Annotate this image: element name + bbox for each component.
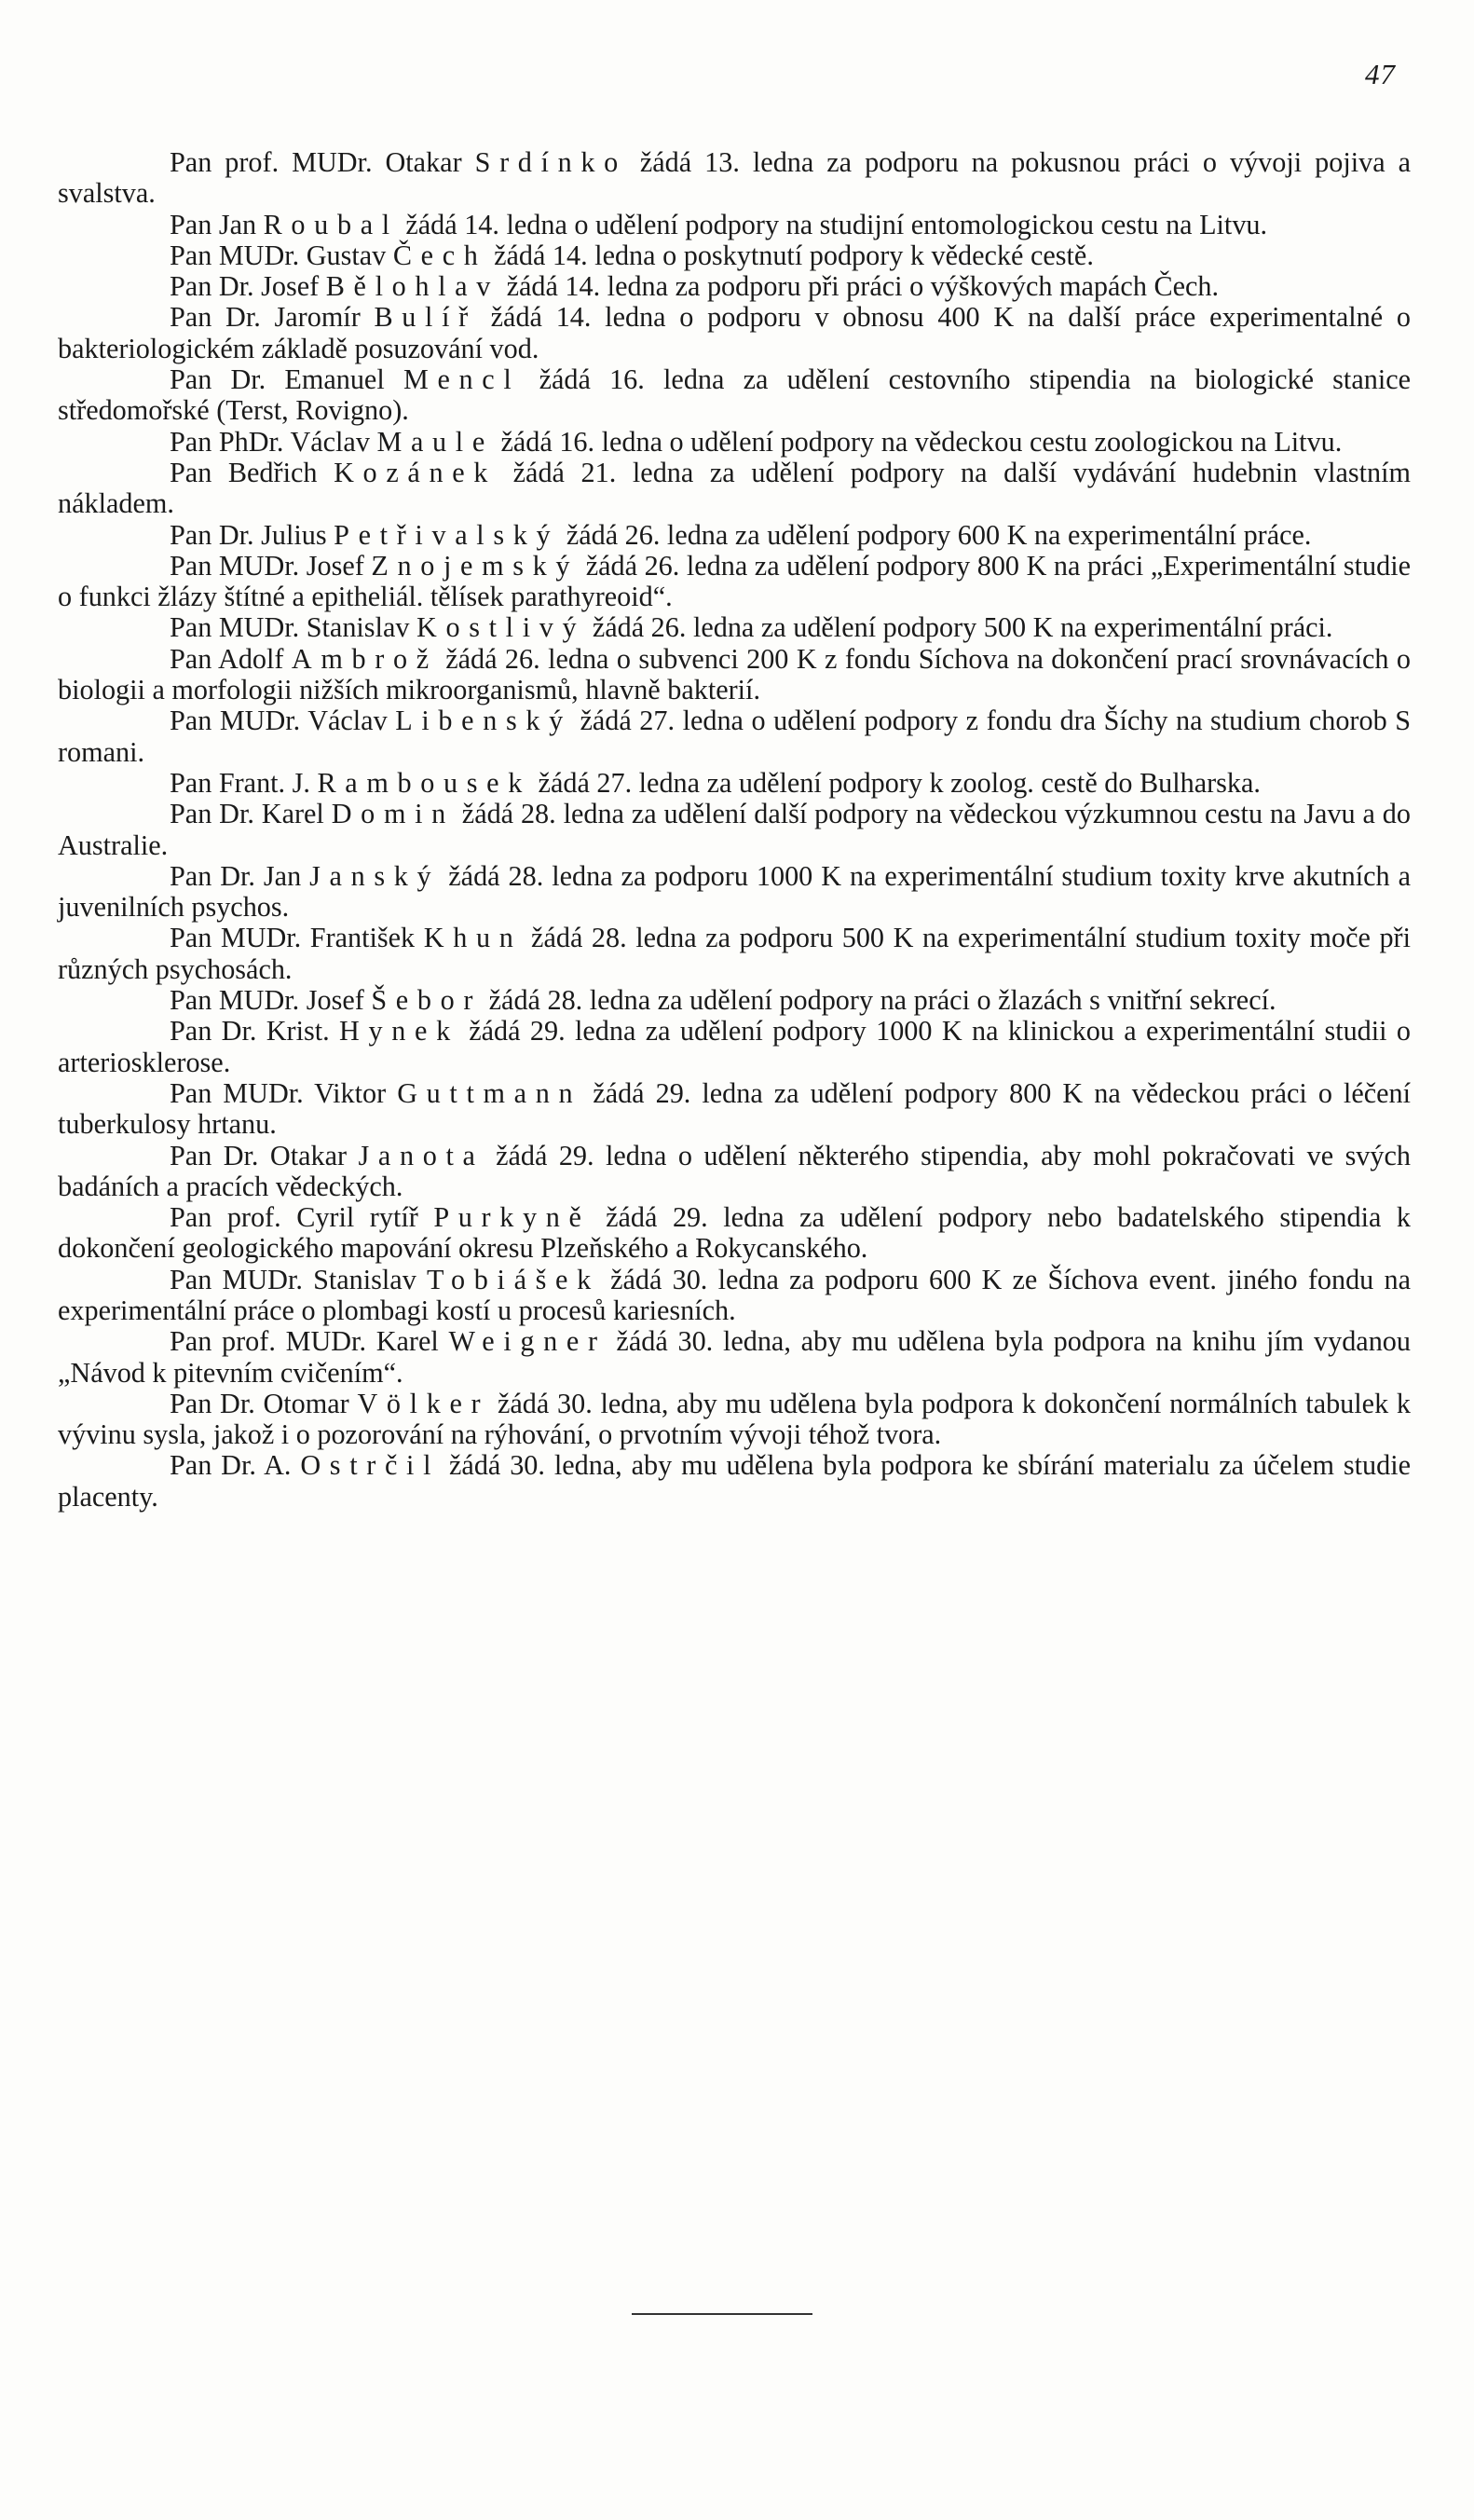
entry-lead: Pan prof. MUDr. Karel xyxy=(170,1325,449,1358)
text-column xyxy=(58,147,1411,1513)
list-item xyxy=(58,768,1411,799)
entry-surname: Ambrož xyxy=(291,642,438,675)
entry-surname: Purkyně xyxy=(433,1201,591,1234)
entry-lead: Pan MUDr. Josef xyxy=(170,549,372,582)
entry-text: žádá 29. ledna za udělení podpory 1000 K na klinickou a experimentální studii o arteriosklerose. xyxy=(58,1015,1412,1078)
list-item xyxy=(58,1202,1411,1265)
entry-surname: Rambousek xyxy=(317,766,531,799)
entry-lead: Pan Dr. Otakar xyxy=(170,1139,359,1171)
list-item xyxy=(58,861,1411,924)
entry-text: žádá 29. ledna za udělení podpory nebo badatelského stipendia k dokončení geologického mapování okresu Plzeňského a Rokycanského. xyxy=(58,1201,1411,1265)
list-item xyxy=(58,1141,1411,1203)
entry-surname: Bulíř xyxy=(374,301,477,334)
list-item xyxy=(58,240,1411,271)
entry-lead: Pan Dr. Jaromír xyxy=(170,301,375,334)
entry-text: žádá 21. ledna za udělení podpory na další vydávání hudebnin vlastním nákladem. xyxy=(58,456,1411,520)
entry-surname: Hynek xyxy=(339,1015,459,1048)
page-number: 47 xyxy=(1365,58,1396,90)
list-item xyxy=(58,644,1411,706)
entry-text: žádá 14. ledna o udělení podpory na studijní entomologickou cestu na Litvu. xyxy=(398,208,1268,240)
list-item xyxy=(58,705,1411,768)
entry-text: žádá 16. ledna za udělení cestovního stipendia na biologické stanice středomořské (Terst, Rovigno). xyxy=(58,363,1411,427)
end-rule xyxy=(632,2313,812,2315)
entry-surname: Bělohlav xyxy=(325,270,500,303)
entry-lead: Pan PhDr. Václav xyxy=(170,425,377,458)
entry-surname: Mencl xyxy=(403,363,521,396)
entry-text: žádá 28. ledna za podporu 1000 K na experimentální studium toxity krve akutních a juvenilních psychos. xyxy=(58,859,1411,924)
list-item xyxy=(58,1265,1411,1327)
entry-lead: Pan prof. Cyril rytíř xyxy=(170,1201,434,1234)
entry-lead: Pan Dr. Karel xyxy=(170,798,332,830)
entry-surname: Ostrčil xyxy=(300,1449,441,1482)
entry-text: žádá 30. ledna, aby mu udělena byla podpora k dokončení normálních tabulek k vývinu sysla, jakož i o pozorování na rýhování, o prvotním vývoji téhož tvora. xyxy=(58,1387,1411,1451)
list-item xyxy=(58,551,1411,613)
list-item xyxy=(58,799,1411,861)
entry-text: žádá 26. ledna za udělení podpory 800 K na práci „Experimentální studie o funkci žlázy štítné a epitheliál. tělísek parathyreoid“. xyxy=(58,549,1412,613)
list-item xyxy=(58,1016,1411,1078)
entry-text: žádá 13. ledna za podporu na pokusnou práci o vývoji pojiva a svalstva. xyxy=(58,146,1411,210)
entry-surname: Janský xyxy=(309,859,441,892)
entry-text: žádá 27. ledna za udělení podpory k zoolog. cestě do Bulharska. xyxy=(531,766,1261,799)
entry-text: žádá 14. ledna o podporu v obnosu 400 K na další práce experimentalné o bakteriologickém základě posuzování vod. xyxy=(58,301,1411,364)
list-item xyxy=(58,364,1411,427)
entry-surname: Znojemský xyxy=(371,549,580,582)
entry-text: žádá 28. ledna za udělení další podpory na vědeckou výzkumnou cestu na Javu a do Australie. xyxy=(58,798,1411,861)
list-item xyxy=(58,271,1411,302)
entry-lead: Pan Jan xyxy=(170,208,264,240)
entry-text: žádá 14. ledna o poskytnutí podpory k vědecké cestě. xyxy=(486,239,1094,271)
list-item xyxy=(58,302,1411,364)
list-item xyxy=(58,458,1411,520)
entry-lead: Pan Frant. J. xyxy=(170,766,318,799)
entry-surname: Libenský xyxy=(395,705,572,737)
entry-text: žádá 30. ledna za podporu 600 K ze Šíchova event. jiného fondu na experimentální práce o plombagi kostí u procesů kariesních. xyxy=(58,1263,1411,1326)
entry-lead: Pan MUDr. Josef xyxy=(170,984,372,1017)
list-item xyxy=(58,147,1411,210)
entry-text: žádá 28. ledna za podporu 500 K na experimentální studium toxity moče při různých psychosách. xyxy=(58,922,1411,985)
entry-lead: Pan Dr. Josef xyxy=(170,270,326,303)
entry-surname: Maule xyxy=(376,425,494,458)
entry-surname: Janota xyxy=(358,1139,485,1171)
entry-lead: Pan Dr. Krist. xyxy=(170,1015,340,1048)
entry-lead: Pan MUDr. František xyxy=(170,922,424,954)
entry-surname: Petřivalský xyxy=(334,518,560,551)
entry-lead: Pan MUDr. Stanislav xyxy=(170,1263,428,1295)
list-item xyxy=(58,520,1411,551)
entry-surname: Domin xyxy=(331,798,455,830)
entry-lead: Pan prof. MUDr. Otakar xyxy=(170,146,475,178)
entry-surname: Guttmann xyxy=(397,1076,582,1109)
entry-text: žádá 26. ledna o subvenci 200 K z fondu Síchova na dokončení prací srovnávacích o biologii a morfologii nižších mikroorganismů, hlavně bakterií. xyxy=(58,642,1411,706)
entry-text: žádá 27. ledna o udělení podpory z fondu dra Šíchy na studium chorob S romani. xyxy=(58,705,1412,768)
entry-lead: Pan Dr. Jan xyxy=(170,859,310,892)
entry-surname: Kozánek xyxy=(334,456,498,488)
list-item xyxy=(58,612,1411,643)
list-item xyxy=(58,210,1411,240)
entry-lead: Pan MUDr. Václav xyxy=(170,705,396,737)
entry-lead: Pan Adolf xyxy=(170,642,292,675)
entry-surname: Čech xyxy=(392,239,487,271)
entry-lead: Pan Dr. Otomar xyxy=(170,1387,358,1419)
entry-text: žádá 29. ledna za udělení podpory 800 K na vědeckou práci o léčení tuberkulosy hrtanu. xyxy=(58,1076,1411,1141)
entry-lead: Pan Dr. A. xyxy=(170,1449,301,1482)
entry-text: žádá 16. ledna o udělení podpory na vědeckou cestu zoologickou na Litvu. xyxy=(493,425,1343,458)
entry-lead: Pan Bedřich xyxy=(170,456,334,488)
entry-text: žádá 29. ledna o udělení některého stipendia, aby mohl pokračovati ve svých badáních a pracích vědeckých. xyxy=(58,1139,1411,1202)
entry-text: žádá 14. ledna za podporu při práci o výškových mapách Čech. xyxy=(499,270,1220,303)
entry-lead: Pan MUDr. Gustav xyxy=(170,239,393,271)
entry-lead: Pan MUDr. Viktor xyxy=(170,1076,398,1109)
entry-lead: Pan Dr. Julius xyxy=(170,518,334,551)
entry-surname: Srdínko xyxy=(474,146,627,178)
entry-text: žádá 26. ledna za udělení podpory 500 K na experimentální práci. xyxy=(585,611,1333,644)
entry-lead: Pan MUDr. Stanislav xyxy=(170,611,416,644)
list-item xyxy=(58,427,1411,458)
entry-surname: Khun xyxy=(423,922,523,954)
entry-lead: Pan Dr. Emanuel xyxy=(170,363,403,396)
entry-text: žádá 28. ledna za udělení podpory na práci o žlazách s vnitřní sekrecí. xyxy=(482,984,1276,1017)
entry-text: žádá 26. ledna za udělení podpory 600 K na experimentální práce. xyxy=(559,518,1312,551)
entry-surname: Šebor xyxy=(371,984,483,1017)
entry-surname: Weigner xyxy=(448,1325,607,1358)
list-item xyxy=(58,1078,1411,1141)
list-item xyxy=(58,923,1411,985)
entry-surname: Völker xyxy=(357,1387,490,1419)
entry-surname: Kostlivý xyxy=(416,611,586,644)
list-item xyxy=(58,1450,1411,1513)
entry-text: žádá 30. ledna, aby mu udělena byla podpora na knihu jím vydanou „Návod k pitevním cvičením“. xyxy=(58,1325,1411,1389)
list-item xyxy=(58,1389,1411,1451)
list-item xyxy=(58,985,1411,1016)
entry-text: žádá 30. ledna, aby mu udělena byla podpora ke sbírání materialu za účelem studie placenty. xyxy=(58,1449,1412,1513)
entry-surname: Roubal xyxy=(263,208,399,240)
entry-surname: Tobiášek xyxy=(427,1263,600,1295)
list-item xyxy=(58,1326,1411,1389)
